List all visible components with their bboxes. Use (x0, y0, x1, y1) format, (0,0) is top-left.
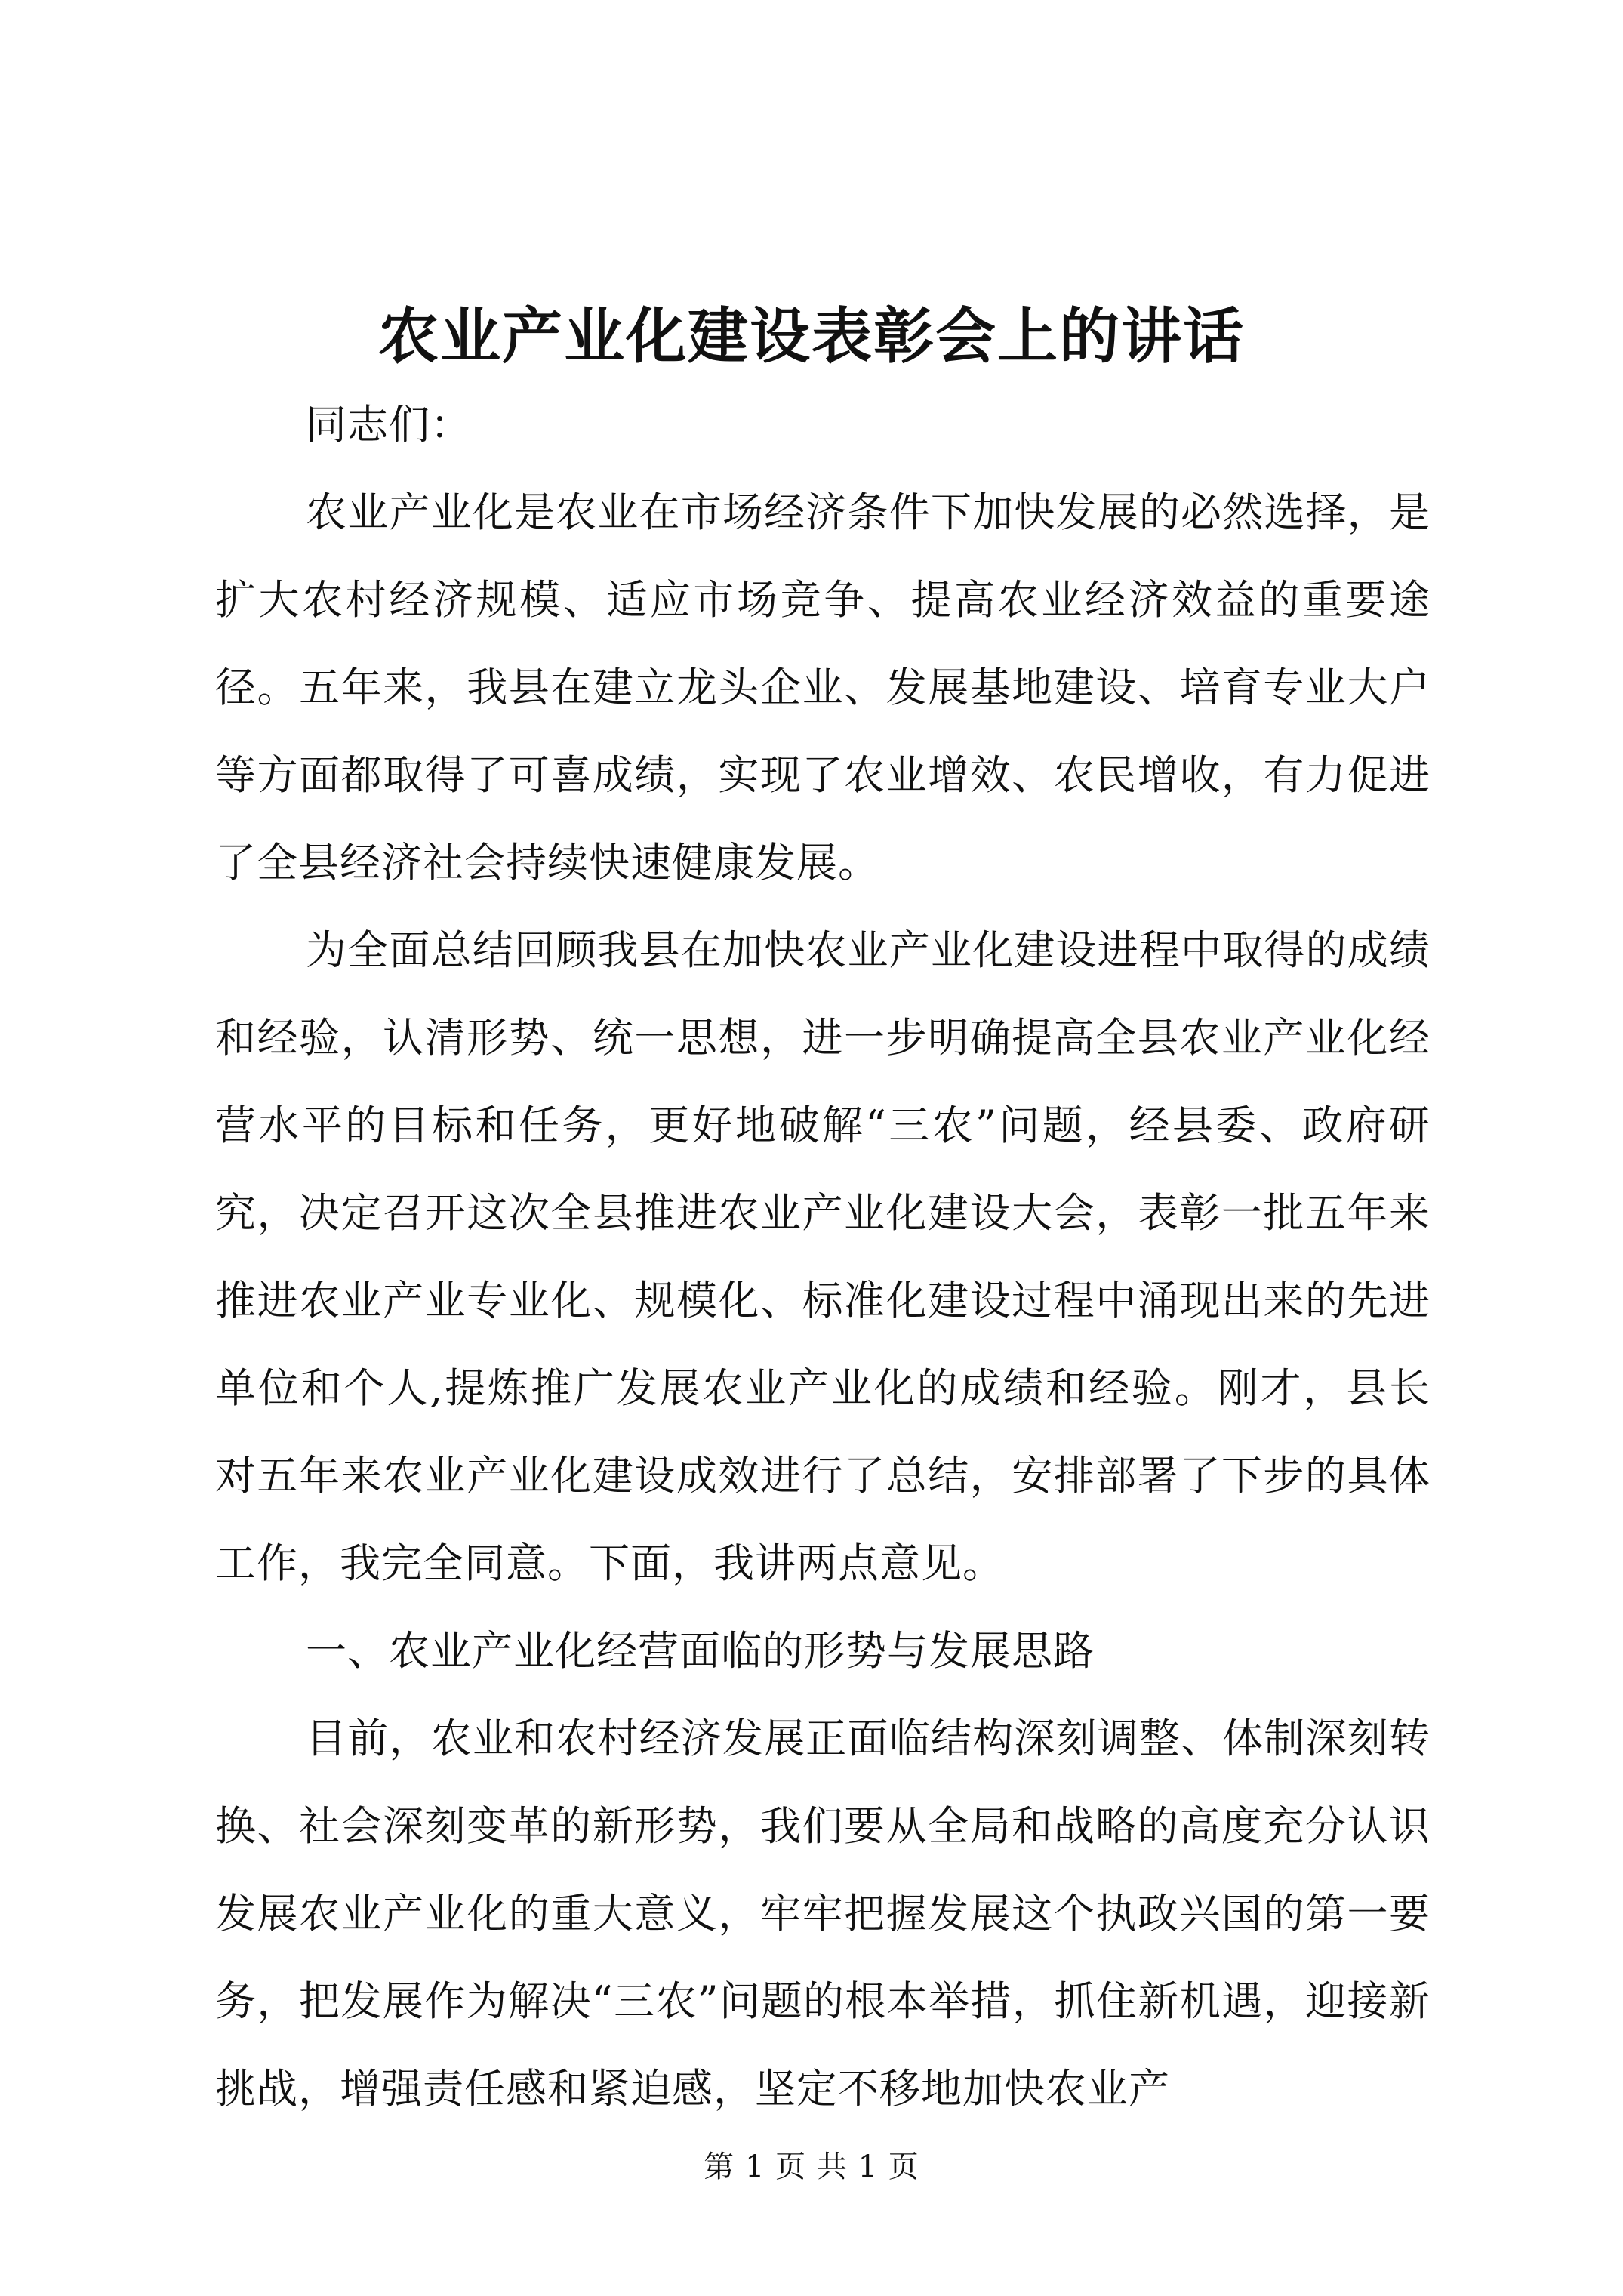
document-body (215, 381, 1431, 2133)
paragraph-2: 为全面总结回顾我县在加快农业产业化建设进程中取得的成绩和经验，认清形势、统一思想，进一步明确提高全县农业产业化经营水平的目标和任务，更好地破解“三农”问题，经县委、政府研究，决定召开这次全县推进农业产业化建设大会，表彰一批五年来推进农业产业专业化、规模化、标准化建设过程中涌现出来的先进单位和个人,提炼推广发展农业产业化的成绩和经验。刚才，县长对五年来农业产业化建设成效进行了总结，安排部署了下步的具体工作，我完全同意。下面，我讲两点意见。 (215, 926, 1431, 1587)
page-footer: 第 1 页 共 1 页 (704, 2150, 919, 2184)
paragraph-1: 农业产业化是农业在市场经济条件下加快发展的必然选择，是扩大农村经济规模、适应市场竞争、提高农业经济效益的重要途径。五年来，我县在建立龙头企业、发展基地建设、培育专业大户等方面都取得了可喜成绩，实现了农业增效、农民增收，有力促进了全县经济社会持续快速健康发展。 (215, 488, 1431, 886)
section-heading: 一、农业产业化经营面临的形势与发展思路 (306, 1627, 1095, 1675)
salutation: 同志们： (306, 401, 472, 448)
document-title: 农业产业化建设表彰会上的讲话 (378, 300, 1245, 371)
section-paragraph-1: 目前，农业和农村经济发展正面临结构深刻调整、体制深刻转换、社会深刻变革的新形势，我们要从全局和战略的高度充分认识发展农业产业化的重大意义，牢牢把握发展这个执政兴国的第一要务，把发展作为解决“三农”问题的根本举措，抓住新机遇，迎接新挑战，增强责任感和紧迫感，坚定不移地加快农业产 (215, 1715, 1431, 2113)
